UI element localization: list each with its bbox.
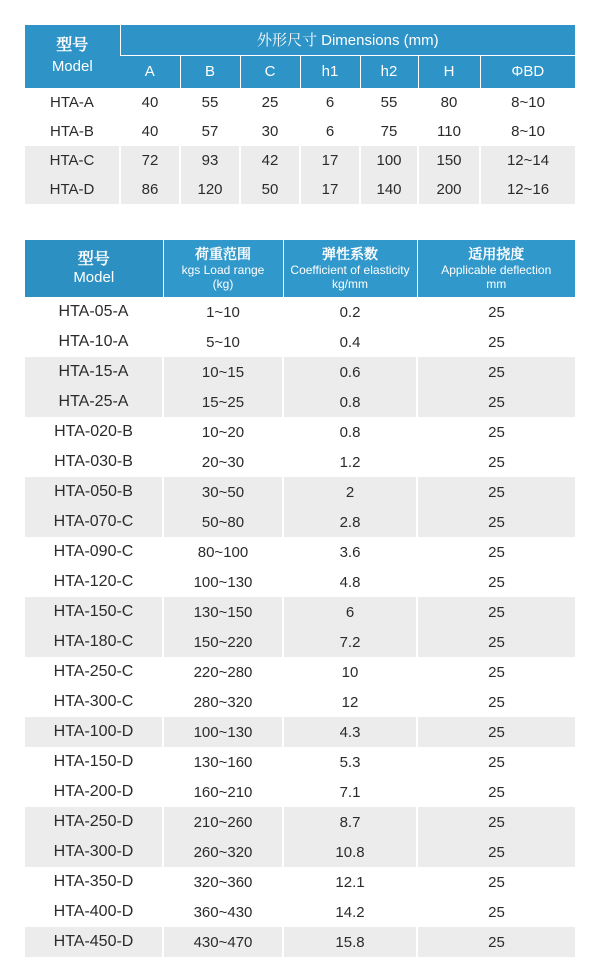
table-cell-load_range: 10~15 <box>163 357 283 387</box>
table-cell-model: HTA-300-D <box>53 843 134 860</box>
table-row <box>25 447 575 477</box>
table-cell-load_range: 430~470 <box>163 927 283 957</box>
spec-load-label-cn: 荷重范围 <box>195 246 251 262</box>
table-cell-c: 30 <box>240 117 300 146</box>
table-row <box>25 175 575 204</box>
table-cell-model: HTA-300-C <box>53 693 134 710</box>
table-cell-load_range: 100~130 <box>163 717 283 747</box>
table-cell-coefficient: 14.2 <box>283 897 417 927</box>
spec-coefficient-unit: kg/mm <box>332 277 368 291</box>
table-cell-deflection: 25 <box>417 297 575 327</box>
table-cell-c: 25 <box>240 88 300 117</box>
table-cell-deflection: 25 <box>417 357 575 387</box>
table-cell-coefficient: 6 <box>283 597 417 627</box>
spec-load-header <box>163 240 283 297</box>
table-cell-deflection: 25 <box>417 597 575 627</box>
spec-deflection-label-en: Applicable deflection <box>441 263 552 277</box>
table-cell-load_range: 210~260 <box>163 807 283 837</box>
table-cell-model: HTA-070-C <box>53 513 134 530</box>
table-cell-load_range: 320~360 <box>163 867 283 897</box>
table-row <box>25 117 575 146</box>
table-cell-a: 40 <box>120 117 180 146</box>
table-cell-c: 50 <box>240 175 300 204</box>
table-cell-coefficient: 0.8 <box>283 417 417 447</box>
table-cell-model: HTA-B <box>50 123 94 140</box>
table-cell-model: HTA-250-C <box>53 663 134 680</box>
table-row <box>25 867 575 897</box>
table-row <box>25 327 575 357</box>
table-cell-a: 86 <box>120 175 180 204</box>
table-cell-model: HTA-090-C <box>53 543 134 560</box>
column-header-h1: h1 <box>300 55 360 88</box>
table-cell-load_range: 130~150 <box>163 597 283 627</box>
spec-load-label-en: kgs Load range <box>181 263 265 277</box>
model-header-label-en: Model <box>51 58 93 76</box>
table-cell-b: 57 <box>180 117 240 146</box>
table-cell-h: 80 <box>418 88 480 117</box>
table-cell-model: HTA-120-C <box>53 573 134 590</box>
table-cell-bd: 12~16 <box>480 175 575 204</box>
table-row <box>25 777 575 807</box>
table-cell-coefficient: 3.6 <box>283 537 417 567</box>
table-cell-coefficient: 10 <box>283 657 417 687</box>
table-cell-model: HTA-020-B <box>54 423 133 440</box>
table-cell-model: HTA-10-A <box>58 333 129 350</box>
column-header-h2: h2 <box>360 55 418 88</box>
table-cell-load_range: 15~25 <box>163 387 283 417</box>
table-cell-bd: 12~14 <box>480 146 575 175</box>
table-cell-deflection: 25 <box>417 837 575 867</box>
table-row <box>25 357 575 387</box>
table-cell-model: HTA-25-A <box>58 393 129 410</box>
table-cell-h2: 75 <box>360 117 418 146</box>
model-header-label-cn: 型号 <box>56 37 89 55</box>
column-header-c: C <box>240 55 300 88</box>
table-cell-h1: 6 <box>300 88 360 117</box>
table-cell-load_range: 220~280 <box>163 657 283 687</box>
table-row <box>25 417 575 447</box>
table-cell-load_range: 80~100 <box>163 537 283 567</box>
table-row <box>25 297 575 327</box>
table-cell-coefficient: 8.7 <box>283 807 417 837</box>
dimensions-group-row <box>25 25 575 55</box>
table-cell-b: 55 <box>180 88 240 117</box>
table-row <box>25 387 575 417</box>
spec-deflection-header <box>417 240 575 297</box>
table-cell-load_range: 5~10 <box>163 327 283 357</box>
table-cell-coefficient: 4.3 <box>283 717 417 747</box>
table-cell-coefficient: 15.8 <box>283 927 417 957</box>
table-cell-coefficient: 7.1 <box>283 777 417 807</box>
table-cell-model: HTA-350-D <box>53 873 134 890</box>
table-cell-coefficient: 12 <box>283 687 417 717</box>
table-cell-coefficient: 2.8 <box>283 507 417 537</box>
table-cell-deflection: 25 <box>417 867 575 897</box>
spec-load-unit: (kg) <box>212 277 234 291</box>
table-cell-coefficient: 2 <box>283 477 417 507</box>
table-cell-load_range: 50~80 <box>163 507 283 537</box>
table-cell-model: HTA-050-B <box>54 483 133 500</box>
table-cell-deflection: 25 <box>417 777 575 807</box>
table-cell-h2: 100 <box>360 146 418 175</box>
table-cell-deflection: 25 <box>417 567 575 597</box>
dimensions-table-body <box>25 88 575 204</box>
table-row <box>25 687 575 717</box>
table-cell-model: HTA-05-A <box>58 303 129 320</box>
table-cell-model: HTA-030-B <box>54 453 133 470</box>
table-cell-deflection: 25 <box>417 657 575 687</box>
spec-coefficient-label-cn: 弹性系数 <box>322 246 378 262</box>
table-cell-coefficient: 12.1 <box>283 867 417 897</box>
table-cell-deflection: 25 <box>417 717 575 747</box>
table-row <box>25 747 575 777</box>
table-cell-coefficient: 4.8 <box>283 567 417 597</box>
table-cell-h2: 140 <box>360 175 418 204</box>
column-header-h: H <box>418 55 480 88</box>
table-cell-deflection: 25 <box>417 927 575 957</box>
table-cell-deflection: 25 <box>417 477 575 507</box>
table-cell-model: HTA-400-D <box>53 903 134 920</box>
spec-table-header <box>25 240 575 297</box>
spec-header-row <box>25 240 575 297</box>
table-cell-model: HTA-100-D <box>53 723 134 740</box>
table-cell-load_range: 130~160 <box>163 747 283 777</box>
table-row <box>25 567 575 597</box>
table-cell-c: 42 <box>240 146 300 175</box>
table-cell-deflection: 25 <box>417 327 575 357</box>
table-cell-coefficient: 5.3 <box>283 747 417 777</box>
spec-model-label-cn: 型号 <box>77 251 110 268</box>
table-cell-bd: 8~10 <box>480 88 575 117</box>
table-cell-a: 72 <box>120 146 180 175</box>
table-cell-h: 150 <box>418 146 480 175</box>
table-cell-model: HTA-200-D <box>53 783 134 800</box>
table-cell-model: HTA-D <box>49 181 95 198</box>
spec-model-label-en: Model <box>73 269 115 286</box>
table-cell-h1: 6 <box>300 117 360 146</box>
table-cell-model: HTA-A <box>50 94 94 111</box>
table-cell-h: 110 <box>418 117 480 146</box>
table-cell-load_range: 360~430 <box>163 897 283 927</box>
column-header-b: B <box>180 55 240 88</box>
table-row <box>25 537 575 567</box>
table-row <box>25 477 575 507</box>
table-cell-model: HTA-250-D <box>53 813 134 830</box>
specifications-table <box>25 240 575 957</box>
table-cell-model: HTA-15-A <box>58 363 129 380</box>
dimensions-model-header <box>25 25 120 88</box>
table-cell-load_range: 20~30 <box>163 447 283 477</box>
table-cell-load_range: 100~130 <box>163 567 283 597</box>
table-cell-b: 120 <box>180 175 240 204</box>
table-row <box>25 597 575 627</box>
table-cell-load_range: 160~210 <box>163 777 283 807</box>
spec-coefficient-header <box>283 240 417 297</box>
spec-deflection-label-cn: 适用挠度 <box>468 246 525 262</box>
table-cell-model: HTA-C <box>49 152 95 169</box>
table-row <box>25 837 575 867</box>
table-cell-h2: 55 <box>360 88 418 117</box>
dimensions-table-header <box>25 25 575 88</box>
table-row <box>25 897 575 927</box>
table-cell-deflection: 25 <box>417 627 575 657</box>
table-cell-model: HTA-450-D <box>53 933 134 950</box>
table-cell-h1: 17 <box>300 175 360 204</box>
table-row <box>25 657 575 687</box>
table-cell-deflection: 25 <box>417 387 575 417</box>
table-cell-model: HTA-150-C <box>53 603 134 620</box>
table-cell-coefficient: 0.8 <box>283 387 417 417</box>
table-row <box>25 507 575 537</box>
dimensions-group-header: 外形尺寸 Dimensions (mm) <box>120 25 575 55</box>
table-cell-deflection: 25 <box>417 687 575 717</box>
table-cell-coefficient: 0.4 <box>283 327 417 357</box>
spec-table-body <box>25 297 575 957</box>
table-row <box>25 627 575 657</box>
table-row <box>25 717 575 747</box>
table-cell-h: 200 <box>418 175 480 204</box>
table-row <box>25 807 575 837</box>
table-cell-bd: 8~10 <box>480 117 575 146</box>
table-cell-a: 40 <box>120 88 180 117</box>
spec-deflection-unit: mm <box>486 277 507 291</box>
table-cell-coefficient: 0.2 <box>283 297 417 327</box>
table-cell-load_range: 30~50 <box>163 477 283 507</box>
table-cell-load_range: 1~10 <box>163 297 283 327</box>
table-cell-deflection: 25 <box>417 507 575 537</box>
table-cell-h1: 17 <box>300 146 360 175</box>
table-cell-load_range: 150~220 <box>163 627 283 657</box>
table-cell-deflection: 25 <box>417 807 575 837</box>
table-cell-deflection: 25 <box>417 417 575 447</box>
spec-model-header <box>25 240 163 297</box>
table-cell-coefficient: 0.6 <box>283 357 417 387</box>
dimensions-table <box>25 25 575 204</box>
table-cell-load_range: 280~320 <box>163 687 283 717</box>
table-cell-model: HTA-150-D <box>53 753 134 770</box>
table-cell-b: 93 <box>180 146 240 175</box>
table-cell-load_range: 10~20 <box>163 417 283 447</box>
table-cell-model: HTA-180-C <box>53 633 134 650</box>
table-row <box>25 88 575 117</box>
column-header-a: A <box>120 55 180 88</box>
column-header-bd: ΦBD <box>480 55 575 88</box>
table-cell-deflection: 25 <box>417 537 575 567</box>
table-cell-deflection: 25 <box>417 447 575 477</box>
table-cell-coefficient: 10.8 <box>283 837 417 867</box>
table-cell-coefficient: 7.2 <box>283 627 417 657</box>
spec-coefficient-label-en: Coefficient of elasticity <box>290 263 410 277</box>
table-cell-load_range: 260~320 <box>163 837 283 867</box>
table-cell-deflection: 25 <box>417 747 575 777</box>
table-row <box>25 146 575 175</box>
table-row <box>25 927 575 957</box>
table-cell-deflection: 25 <box>417 897 575 927</box>
table-cell-coefficient: 1.2 <box>283 447 417 477</box>
